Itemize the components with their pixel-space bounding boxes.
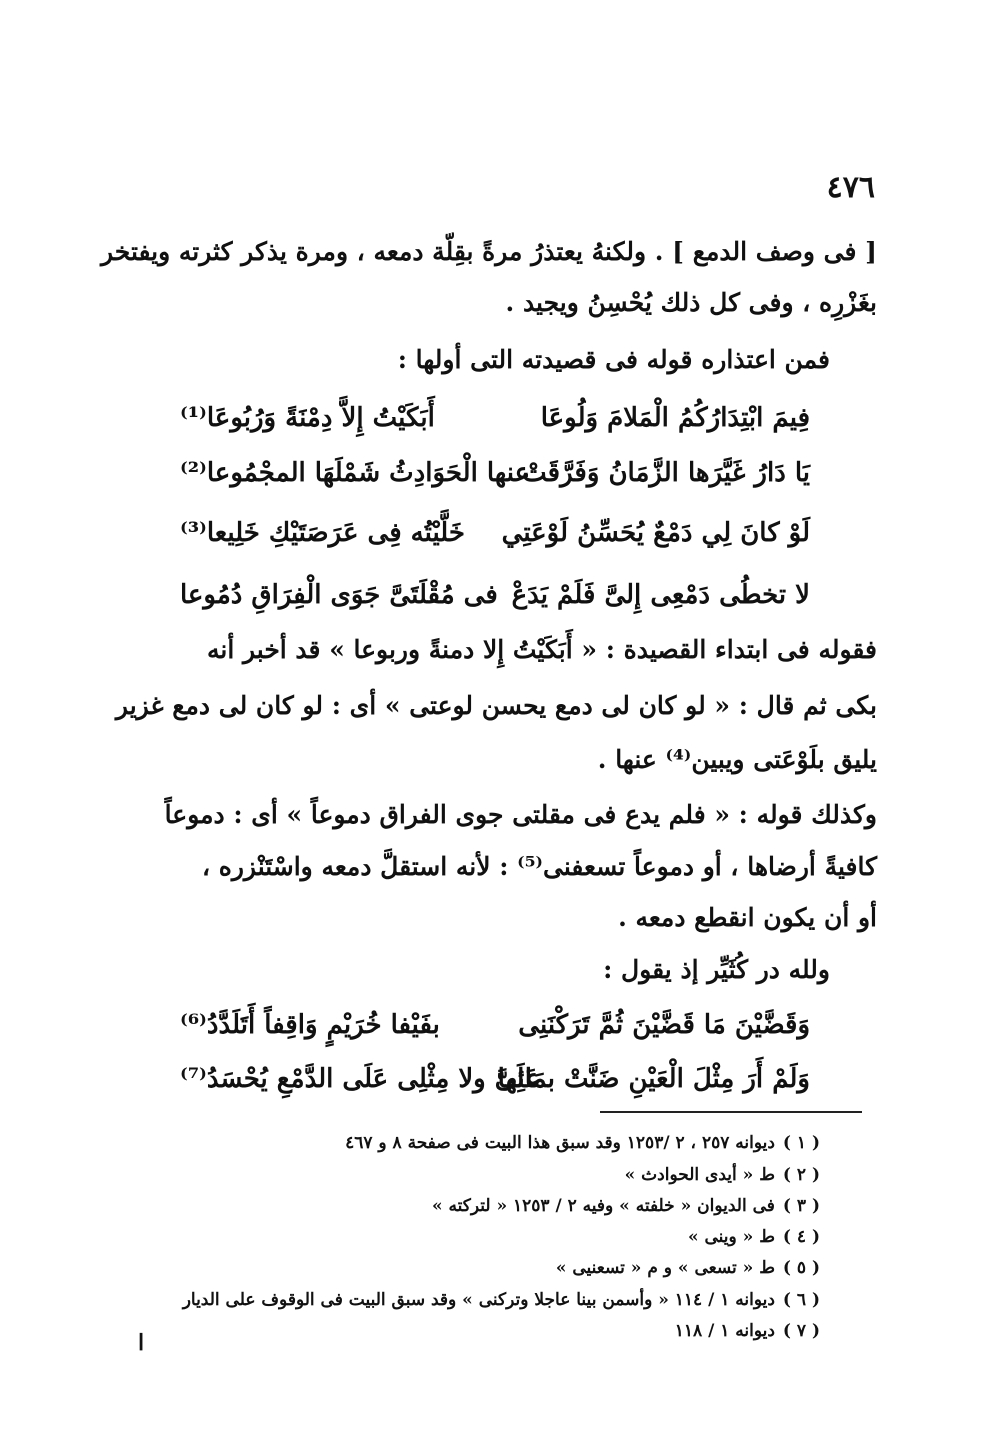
verse-2-first-hemistich: يَا دَارُ غَيَّرَها الزَّمَانُ وَفَرَّقَتْ [522, 458, 810, 488]
footnote-3 [300, 1191, 820, 1221]
verse-2-second-hemistich: عنها الْحَوَادِثُ شَمْلَهَا المجْمُوعا⁽²⁾ [180, 458, 531, 488]
footnote-7-text: ديوانه ١ / ١١٨ [674, 1321, 775, 1341]
footnote-separator [600, 1111, 862, 1113]
verse-1 [180, 393, 810, 443]
intro-line-2: بغَزْرِه ، وفى كل ذلك يُحْسِنُ ويجيد . [505, 288, 877, 317]
lead-in: فمن اعتذاره قوله فى قصيدته التى أولها : [397, 345, 830, 374]
footnote-7-number: ( ٧ ) [782, 1321, 820, 1341]
verse-6-second-hemistich: عَلَىَّ ولا مِثْلِى عَلَى الدَّمْعِ يُحْسَدُ⁽⁷⁾ [180, 1064, 541, 1094]
commentary-1-line-1: فقوله فى ابتداء القصيدة : « أَبَكَيْتُ إِلا دمنةً وربوعا » قد أخبر أنه [206, 635, 877, 664]
footnote-7 [300, 1316, 820, 1346]
verse-3 [180, 508, 810, 558]
commentary-2-line-1: وكذلك قوله : « فلم يدع فى مقلتى جوى الفراق دموعاً » أى : دموعاً [164, 800, 877, 829]
commentary-2-line-2: كافيةً أرضاها ، أو دموعاً تسعفنى⁽⁵⁾ : لأنه استقلَّ دمعه واسْتَنْزره ، [201, 852, 877, 881]
verse-6 [180, 1054, 810, 1104]
footnote-1-number: ( ١ ) [782, 1133, 820, 1153]
verse-1-first-hemistich: فِيمَ ابْتِدَارُكُمُ الْمَلامَ وَلُوعَا [540, 403, 810, 433]
verse-4 [180, 570, 810, 620]
footnote-2-number: ( ٢ ) [782, 1165, 820, 1185]
footnote-5 [300, 1253, 820, 1283]
footnote-1-text: ديوانه ٢٥٧ ، ٢ /١٢٥٣ وقد سبق هذا البيت فى صفحة ٨ و ٤٦٧ [345, 1133, 775, 1153]
footnote-5-text: ط « تسعى » و م « تسعنيى » [555, 1258, 775, 1278]
footnote-3-text: فى الديوان « خلفته » وفيه ٢ / ١٢٥٣ « لتركته » [431, 1196, 775, 1216]
verse-1-second-hemistich: أَبَكَيْتُ إِلاَّ دِمْنَةً وَرُبُوعَا⁽¹⁾ [180, 403, 435, 433]
verse-4-second-hemistich: فى مُقْلَتَىَّ جَوَى الْفِرَاقِ دُمُوعا [180, 580, 498, 610]
footnote-6 [182, 1285, 820, 1315]
footnote-5-number: ( ٥ ) [782, 1258, 820, 1278]
verse-6-first-hemistich: وَلَمْ أَرَ مِثْلَ الْعَيْنِ ضَنَّتْ بمَائِها [497, 1064, 810, 1094]
margin-mark: ا [138, 1330, 145, 1356]
commentary-1-line-2: بكى ثم قال : « لو كان لى دمع يحسن لوعتى » أى : لو كان لى دمع غزير [115, 691, 877, 720]
verse-5-second-hemistich: بفَيْفا خُرَيْمٍ وَاقِفاً أَتَلَدَّدُ⁽⁶⁾ [180, 1010, 440, 1040]
footnote-4 [300, 1222, 820, 1252]
lead-in-2: ولله در كُثَيِّر إذ يقول : [603, 955, 830, 984]
footnote-4-number: ( ٤ ) [782, 1227, 820, 1247]
verse-3-second-hemistich: خَلَّيْتُه فِى عَرَصَتَيْكِ خَلِيعا⁽³⁾ [180, 518, 465, 548]
footnote-2-text: ط « أيدى الحوادث » [624, 1165, 775, 1185]
footnote-6-text: ديوانه ١ / ١١٤ « وأسمن بينا عاجلا وتركنى » وقد سبق البيت فى الوقوف على الديار [182, 1290, 775, 1310]
verse-5 [180, 1000, 810, 1050]
footnote-2 [300, 1160, 820, 1190]
verse-4-first-hemistich: لا تخطُى دَمْعِى إِلىَّ فَلَمْ يَدَعْ [511, 580, 810, 610]
footnote-3-number: ( ٣ ) [782, 1196, 820, 1216]
footnote-6-number: ( ٦ ) [782, 1290, 820, 1310]
page-number: ٤٧٦ [826, 170, 875, 205]
intro-line-1: [ فى وصف الدمع ] . ولكنهُ يعتذرُ مرةً بقِلّة دمعه ، ومرة يذكر كثرته ويفتخر [101, 237, 877, 266]
verse-3-first-hemistich: لَوْ كانَ لِي دَمْعٌ يُحَسِّنُ لَوْعَتِي [501, 518, 810, 548]
verse-5-first-hemistich: وَقَضَّيْنَ مَا قَضَّيْنَ ثُمَّ تَرَكْنَنِى [518, 1010, 810, 1040]
footnote-1 [300, 1128, 820, 1158]
verse-2 [180, 448, 810, 498]
commentary-1-line-3: يليق بلَوْعَتى ويبين⁽⁴⁾ عنها . [597, 745, 877, 774]
commentary-2-line-3: أو أن يكون انقطع دمعه . [618, 903, 877, 932]
footnote-4-text: ط « وينى » [687, 1227, 775, 1247]
